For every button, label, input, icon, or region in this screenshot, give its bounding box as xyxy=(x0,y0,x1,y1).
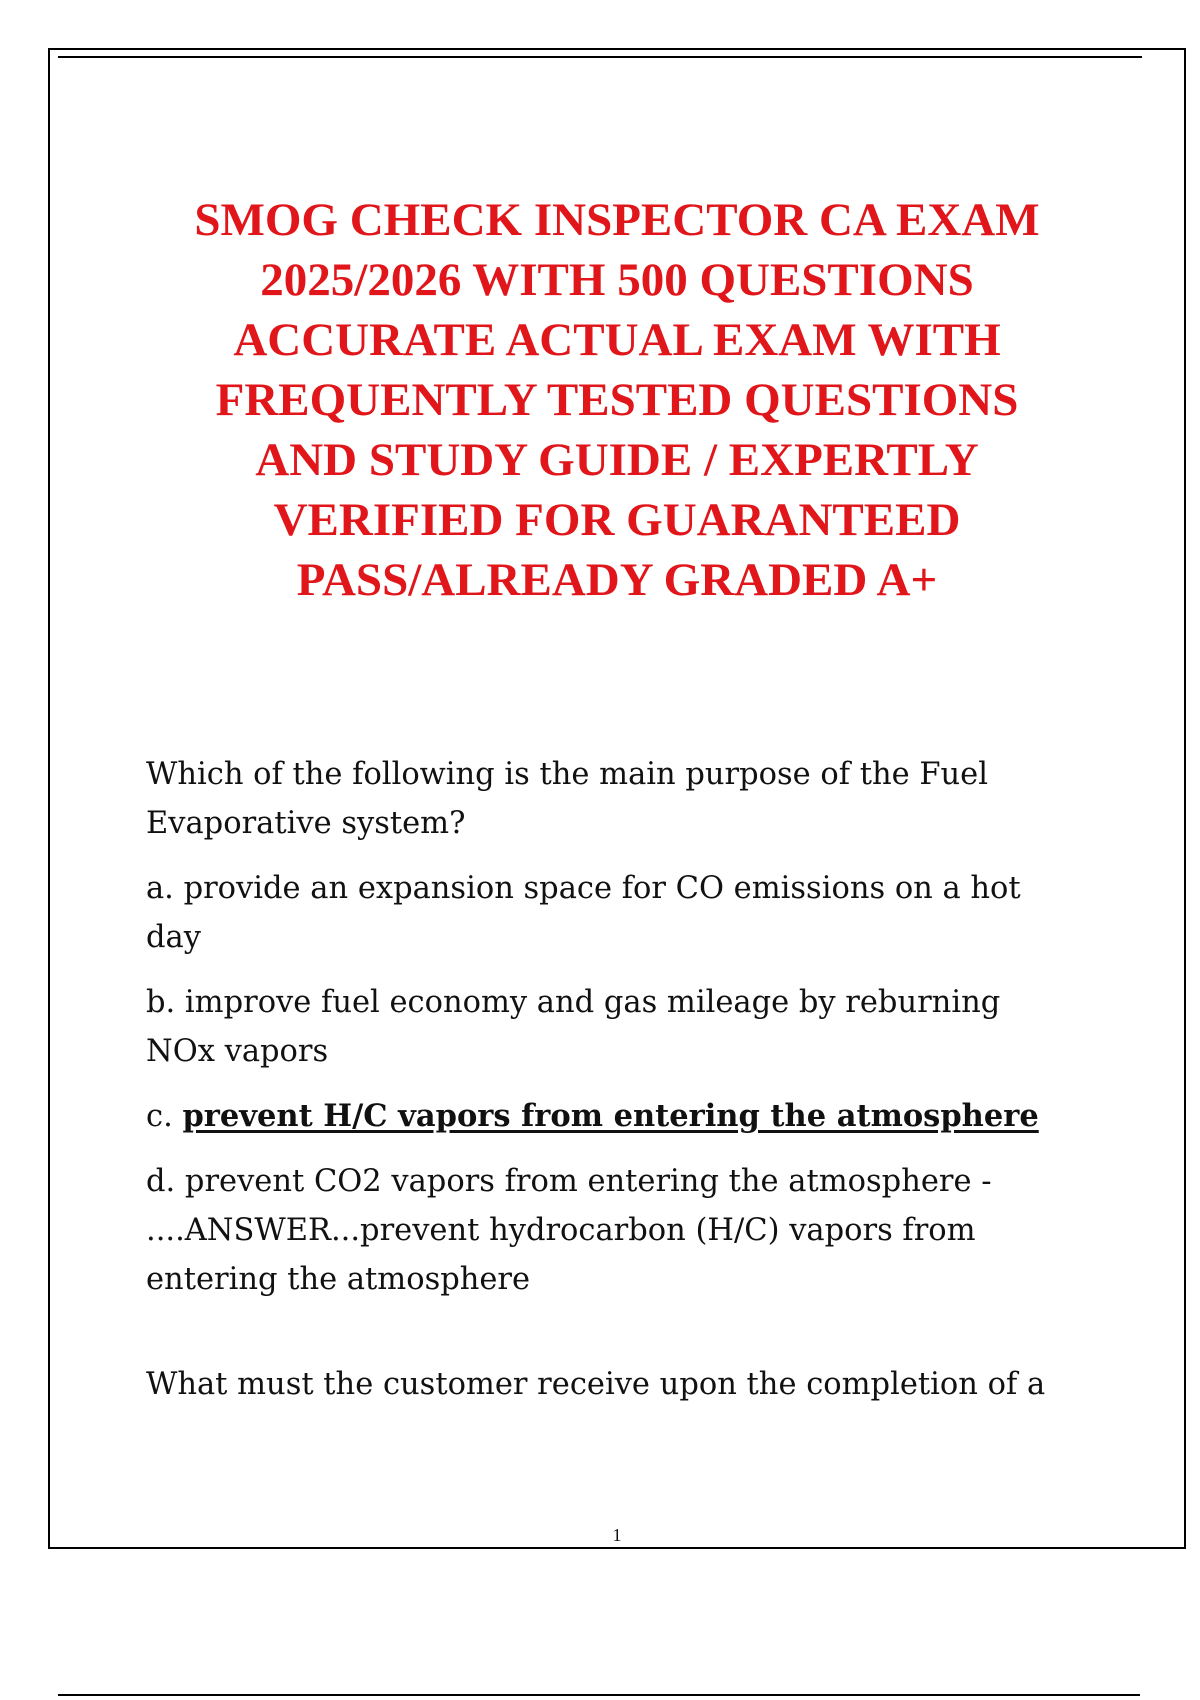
document-body xyxy=(146,750,1084,1425)
title-line: VERIFIED FOR GUARANTEED xyxy=(273,494,961,546)
option-b xyxy=(146,978,1084,1076)
page-number: 1 xyxy=(612,1525,622,1545)
question-line: Evaporative system? xyxy=(146,806,466,841)
title-line: ACCURATE ACTUAL EXAM WITH xyxy=(233,314,1001,366)
question-1 xyxy=(146,750,1084,848)
option-line: entering the atmosphere xyxy=(146,1262,531,1297)
question-line: Which of the following is the main purpose of the Fuel xyxy=(146,757,988,792)
option-line xyxy=(146,1092,1084,1141)
option-line: ....ANSWER...prevent hydrocarbon (H/C) vapors from xyxy=(146,1213,976,1248)
bottom-rule xyxy=(58,1694,1140,1696)
title-line: SMOG CHECK INSPECTOR CA EXAM xyxy=(194,194,1040,246)
option-d xyxy=(146,1157,1084,1304)
option-line: day xyxy=(146,920,201,955)
option-line: d. prevent CO2 vapors from entering the atmosphere - xyxy=(146,1164,992,1199)
correct-answer-highlight: prevent H/C vapors from entering the atmosphere xyxy=(182,1098,1039,1134)
title-line: 2025/2026 WITH 500 QUESTIONS xyxy=(260,254,974,306)
question-2 xyxy=(146,1360,1084,1409)
option-prefix: c. xyxy=(146,1099,183,1134)
option-line: NOx vapors xyxy=(146,1034,329,1069)
document-title xyxy=(150,190,1084,610)
option-line: b. improve fuel economy and gas mileage by reburning xyxy=(146,985,1001,1020)
page-frame xyxy=(48,48,1186,1549)
option-line: a. provide an expansion space for CO emissions on a hot xyxy=(146,871,1021,906)
option-a xyxy=(146,864,1084,962)
title-line: AND STUDY GUIDE / EXPERTLY xyxy=(255,434,979,486)
option-c xyxy=(146,1092,1084,1141)
title-line: FREQUENTLY TESTED QUESTIONS xyxy=(215,374,1019,426)
question-line: What must the customer receive upon the completion of a xyxy=(146,1367,1046,1402)
top-rule xyxy=(58,56,1142,58)
title-line: PASS/ALREADY GRADED A+ xyxy=(296,554,938,606)
